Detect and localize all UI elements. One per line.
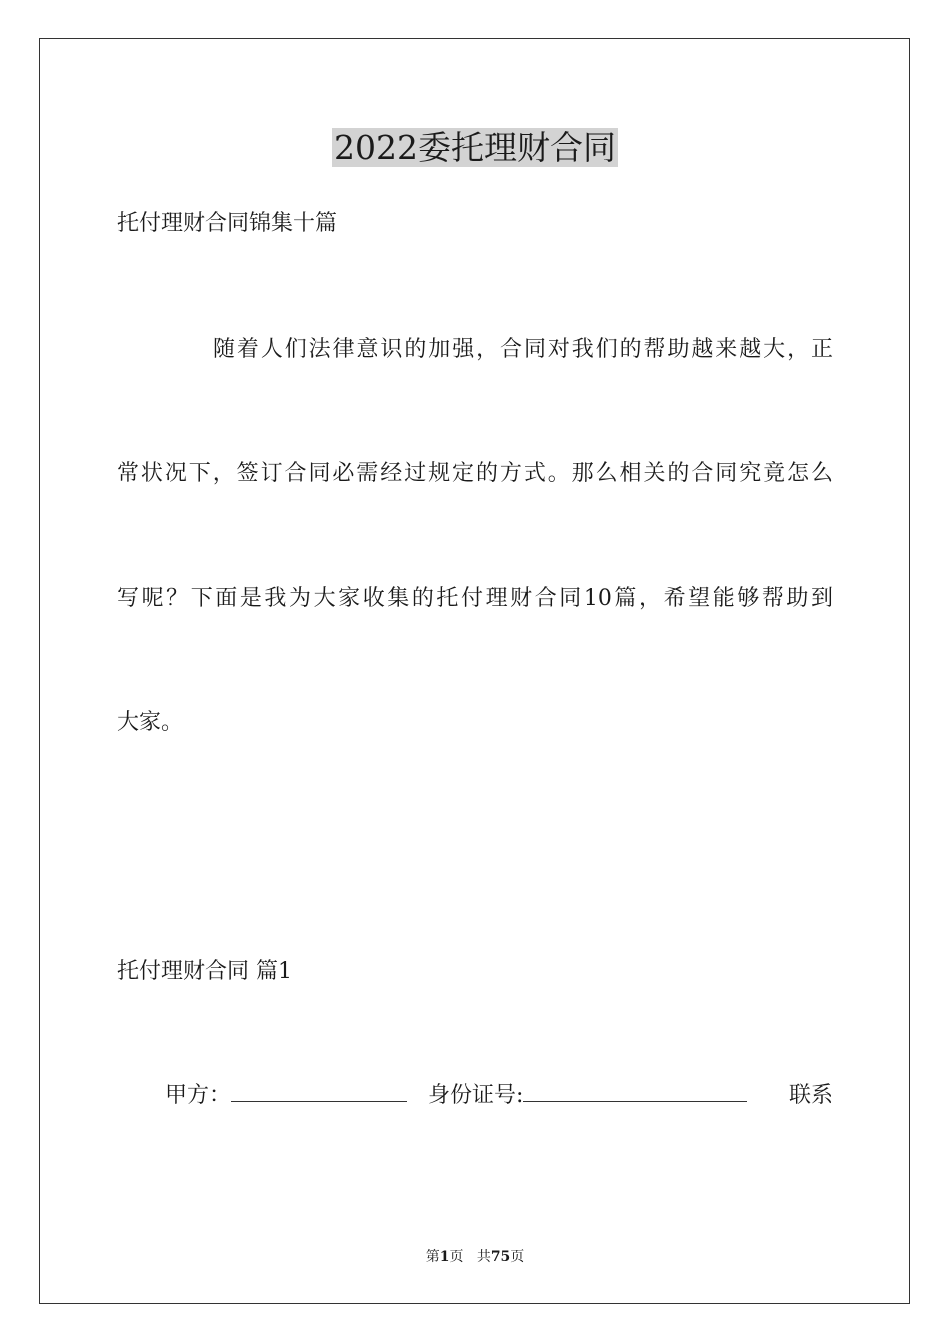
page-footer [0, 1248, 950, 1266]
document-title-text: 2022委托理财合同 [334, 128, 616, 167]
party-a-line [165, 1081, 833, 1111]
contact-label: 联系 [788, 1083, 833, 1108]
id-number-label: 身份证号: [428, 1083, 524, 1108]
intro-line-3: 写呢？下面是我为大家收集的托付理财合同10篇，希望能够帮助到 [117, 586, 833, 611]
intro-line-2: 常状况下，签订合同必需经过规定的方式。那么相关的合同究竟怎么 [117, 461, 833, 486]
document-title [0, 127, 950, 169]
footer-total-prefix: 共 [476, 1249, 491, 1265]
intro-line-4: 大家。 [117, 710, 184, 735]
document-subtitle: 托付理财合同锦集十篇 [117, 211, 338, 236]
id-number-blank [523, 1081, 747, 1102]
footer-total-suffix: 页 [510, 1249, 525, 1265]
footer-total-pages: 75 [490, 1249, 511, 1265]
party-a-label: 甲方： [165, 1083, 232, 1108]
party-a-name-blank [231, 1081, 407, 1102]
footer-page-number: 1 [439, 1249, 450, 1265]
section-heading: 托付理财合同 篇1 [117, 959, 292, 984]
footer-page-prefix: 第 [425, 1249, 440, 1265]
intro-line-1: 随着人们法律意识的加强，合同对我们的帮助越来越大，正 [213, 337, 833, 362]
footer-page-suffix: 页 [449, 1249, 464, 1265]
